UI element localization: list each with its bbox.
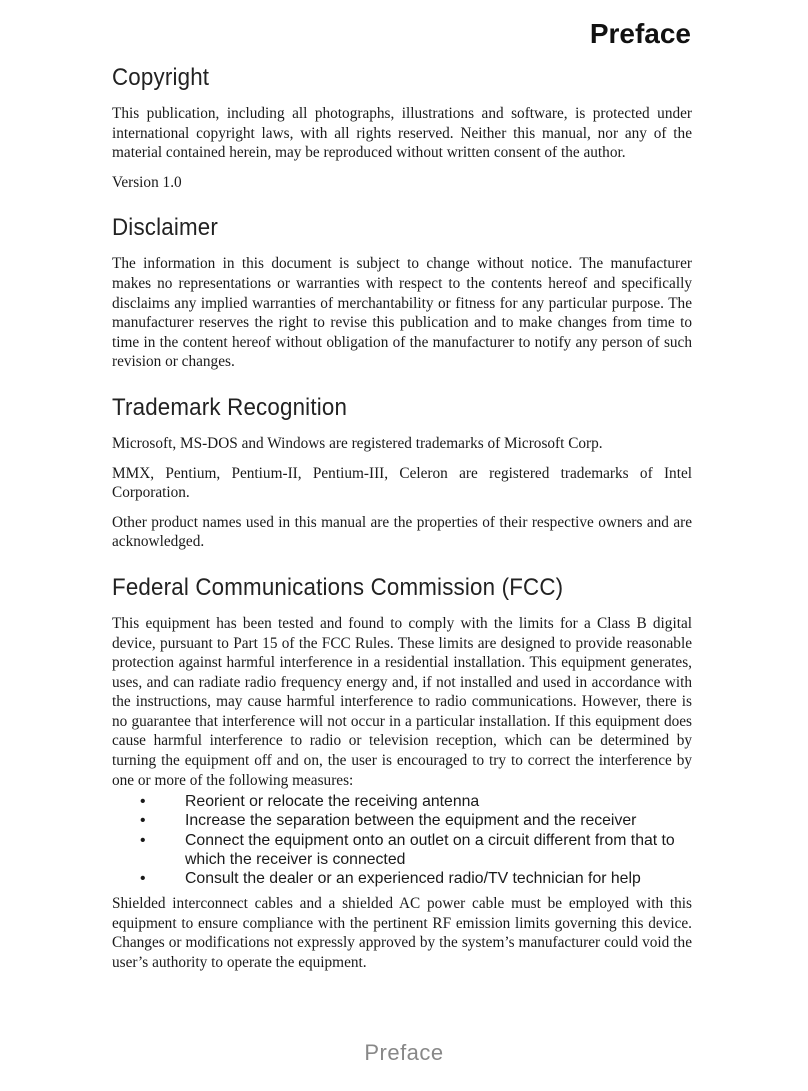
trademark-paragraph-intel: MMX, Pentium, Pentium-II, Pentium-III, Celeron are registered trademarks of Intel Corporation. [112, 464, 692, 502]
list-item [112, 811, 692, 830]
trademark-paragraph-other: Other product names used in this manual are the properties of their respective owners and are acknowledged. [112, 513, 692, 551]
measure-text: Reorient or relocate the receiving antenna [185, 793, 480, 811]
list-item [112, 869, 692, 888]
bullet-icon: • [140, 831, 146, 849]
page-footer-label: Preface [364, 1040, 444, 1065]
page-header-title: Preface [589, 18, 691, 49]
section-heading-copyright: Copyright [112, 64, 210, 91]
measure-text: Consult the dealer or an experienced radio/TV technician for help [185, 870, 641, 888]
list-item [112, 831, 692, 869]
trademark-paragraph-microsoft: Microsoft, MS-DOS and Windows are registered trademarks of Microsoft Corp. [112, 434, 603, 452]
copyright-paragraph: This publication, including all photographs, illustrations and software, is protected under international copyright laws, with all rights reserved. Neither this manual, nor any of the material contained herein, may be reproduced without written consent of the author. [112, 105, 692, 162]
bullet-icon: • [140, 812, 146, 830]
version-text: Version 1.0 [112, 173, 182, 191]
section-trademark [112, 394, 692, 552]
list-item [112, 792, 692, 811]
bullet-icon: • [140, 793, 146, 811]
measure-text: Increase the separation between the equipment and the receiver [185, 812, 637, 830]
section-heading-trademark: Trademark Recognition [112, 393, 348, 421]
measure-text: Connect the equipment onto an outlet on a circuit different from that to which the receiver is connected [185, 831, 675, 868]
fcc-measures-list [112, 792, 692, 888]
section-heading-disclaimer: Disclaimer [112, 214, 219, 242]
fcc-intro-paragraph: This equipment has been tested and found to comply with the limits for a Class B digital device, pursuant to Part 15 of the FCC Rules. These limits are designed to provide reasonable protection against harmful interference in a residential installation. This equipment generates, uses, and can radiate radio frequency energy and, if not installed and used in accordance with the instructions, may cause harmful interference to radio communications. However, there is no guarantee that interference will not occur in a particular installation. If this equipment does cause harmful interference to radio or television reception, which can be determined by turning the equipment off and on, the user is encouraged to try to correct the interference by one or more of the following measures: [112, 614, 692, 789]
bullet-icon: • [140, 870, 146, 888]
fcc-closing-paragraph: Shielded interconnect cables and a shielded AC power cable must be employed with this equipment to ensure compliance with the pertinent RF emission limits governing this device. Changes or modifications not expressly approved by the system’s manufacturer could void the user’s authority to operate the equipment. [112, 895, 692, 972]
document-body [112, 64, 692, 995]
section-copyright [112, 64, 692, 192]
disclaimer-paragraph: The information in this document is subject to change without notice. The manufacturer makes no representations or warranties with respect to the contents hereof and specifically disclaims any implied warranties of merchantability or fitness for any particular purpose. The manufacturer reserves the right to revise this publication and to make changes from time to time in the content hereof without obligation of the manufacturer to notify any person of such revision or changes. [112, 255, 692, 371]
section-fcc [112, 574, 692, 973]
section-disclaimer [112, 214, 692, 372]
section-heading-fcc: Federal Communications Commission (FCC) [112, 573, 564, 601]
